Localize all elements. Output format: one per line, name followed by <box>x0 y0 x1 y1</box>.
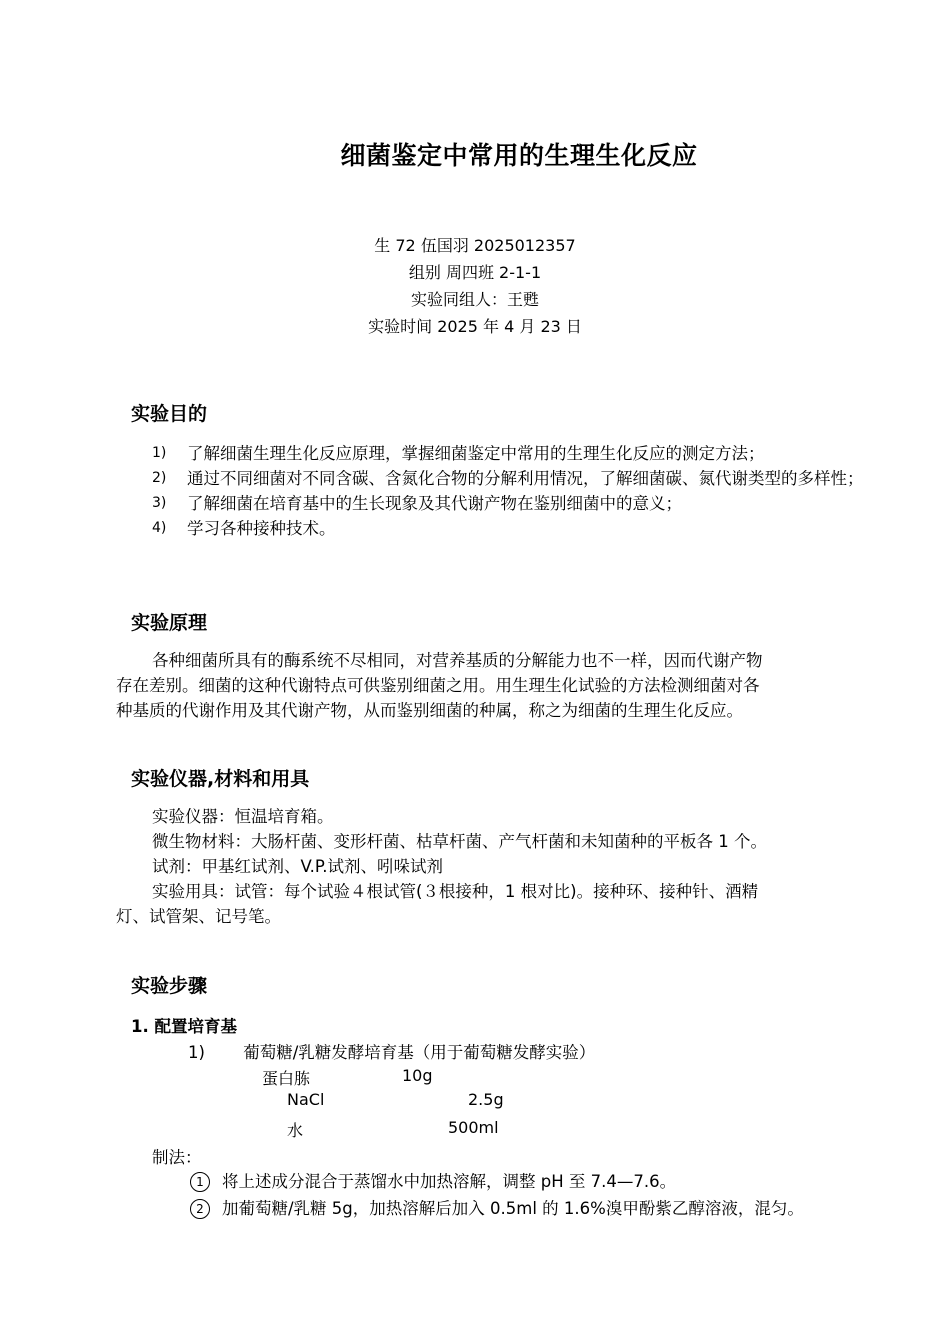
materials-heading: 实验仪器,材料和用具 <box>131 768 310 790</box>
method-label: 制法： <box>152 1148 202 1167</box>
list-text: 了解细菌在培育基中的生长现象及其代谢产物在鉴别细菌中的意义； <box>187 494 682 513</box>
author-info <box>0 232 950 340</box>
author-line: 生 72 伍国羽 2025012357 <box>374 236 576 255</box>
recipe-amount: 500ml <box>448 1118 499 1137</box>
recipe-name: NaCl <box>287 1090 325 1109</box>
purpose-list <box>152 441 872 541</box>
steps-heading: 实验步骤 <box>131 975 208 997</box>
list-item <box>152 491 872 516</box>
recipe-name: 蛋白胨 <box>262 1069 311 1088</box>
list-text: 了解细菌生理生化反应原理，掌握细菌鉴定中常用的生理生化反应的测定方法； <box>187 444 765 463</box>
list-number: 1) <box>152 445 167 461</box>
step-text: 加葡萄糖/乳糖 5g，加热溶解后加入 0.5ml 的 1.6%溴甲酚紫乙醇溶液，混匀。 <box>222 1199 804 1218</box>
purpose-heading: 实验目的 <box>131 403 208 425</box>
method-step <box>190 1168 676 1192</box>
paragraph-line: 存在差别。细菌的这种代谢特点可供鉴别细菌之用。用生理生化试验的方法检测细菌对各 <box>116 676 760 695</box>
sub-heading: 1. 配置培育基 <box>131 1017 237 1036</box>
list-item <box>152 466 872 491</box>
list-item <box>152 441 872 466</box>
tools-line: 实验用具：试管：每个试验４根试管(３根接种，1 根对比)。接种环、接种针、酒精 <box>152 882 759 901</box>
step-number: 1 <box>190 1172 210 1192</box>
medium-title: 葡萄糖/乳糖发酵培育基（用于葡萄糖发酵实验） <box>243 1043 596 1062</box>
materials-paragraph <box>116 804 866 929</box>
paragraph-line: 各种细菌所具有的酶系统不尽相同，对营养基质的分解能力也不一样，因而代谢产物 <box>152 651 763 670</box>
principle-paragraph <box>116 648 866 723</box>
list-text: 学习各种接种技术。 <box>187 519 336 538</box>
microbes-line: 微生物材料：大肠杆菌、变形杆菌、枯草杆菌、产气杆菌和未知菌种的平板各 1 个。 <box>152 832 767 851</box>
group-line: 组别 周四班 2-1-1 <box>408 263 542 282</box>
recipe-amount: 2.5g <box>468 1090 504 1109</box>
medium-number: 1) <box>188 1043 205 1062</box>
paragraph-line: 种基质的代谢作用及其代谢产物，从而鉴别细菌的种属，称之为细菌的生理生化反应。 <box>116 701 743 720</box>
medium-item <box>188 1039 595 1063</box>
partner-line: 实验同组人：王甦 <box>410 290 539 309</box>
instrument-line: 实验仪器：恒温培育箱。 <box>152 807 334 826</box>
step-text: 将上述成分混合于蒸馏水中加热溶解，调整 pH 至 7.4—7.6。 <box>222 1172 677 1191</box>
step-number: 2 <box>190 1199 210 1219</box>
method-step <box>190 1195 804 1219</box>
date-line: 实验时间 2025 年 4 月 23 日 <box>368 317 582 336</box>
list-number: 4) <box>152 520 167 536</box>
list-text: 通过不同细菌对不同含碳、含氮化合物的分解利用情况，了解细菌碳、氮代谢类型的多样性； <box>187 469 864 488</box>
principle-heading: 实验原理 <box>131 612 208 634</box>
list-number: 2) <box>152 470 167 486</box>
list-number: 3) <box>152 495 167 511</box>
reagents-line: 试剂：甲基红试剂、V.P.试剂、吲哚试剂 <box>152 857 444 876</box>
recipe-amount: 10g <box>402 1066 433 1085</box>
list-item <box>152 516 872 541</box>
document-title: 细菌鉴定中常用的生理生化反应 <box>340 141 698 170</box>
tools-line: 灯、试管架、记号笔。 <box>116 907 281 926</box>
recipe-name: 水 <box>287 1121 304 1140</box>
